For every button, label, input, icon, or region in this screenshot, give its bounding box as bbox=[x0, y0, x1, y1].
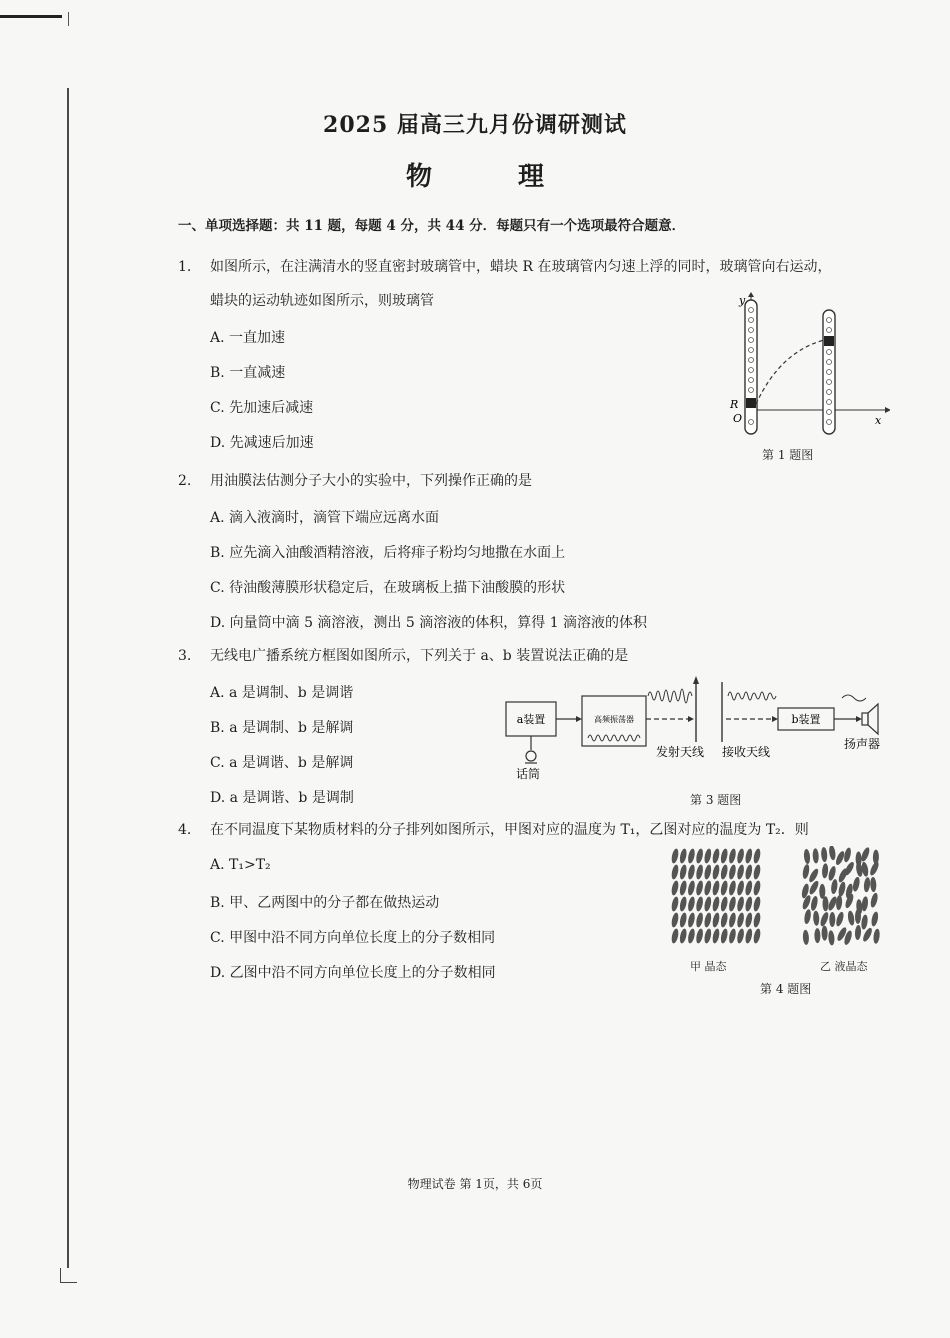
q3-tx-antenna-label: 发射天线 bbox=[655, 745, 705, 759]
q3-figure-caption: 第 3 题图 bbox=[690, 793, 742, 807]
top-edge-bar bbox=[0, 15, 62, 18]
liquid-crystal-molecule bbox=[855, 909, 861, 924]
q1-option-a: A. 一直加速 bbox=[210, 330, 286, 346]
liquid-crystal-molecule bbox=[869, 892, 878, 908]
crystal-molecule bbox=[687, 928, 696, 944]
liquid-crystal-molecule bbox=[854, 925, 861, 940]
crystal-molecule bbox=[712, 928, 721, 944]
crystal-molecule bbox=[728, 896, 737, 912]
crystal-molecule bbox=[703, 896, 712, 912]
crystal-molecule bbox=[720, 912, 729, 928]
liquid-crystal-molecule bbox=[810, 895, 819, 911]
q4-option-c: C. 甲图中沿不同方向单位长度上的分子数相同 bbox=[210, 930, 496, 946]
q2-option-b: B. 应先滴入油酸酒精溶液，后将痱子粉均匀地撒在水面上 bbox=[210, 545, 566, 561]
q1-stem-line2: 蜡块的运动轨迹如图所示，则玻璃管 bbox=[210, 293, 434, 309]
liquid-crystal-molecule bbox=[802, 930, 809, 945]
liquid-crystal-molecule bbox=[812, 848, 819, 863]
liquid-crystal-molecule bbox=[847, 910, 855, 926]
exam-title: 2025 届高三九月份调研测试 bbox=[323, 112, 627, 138]
q4-number: 4. bbox=[178, 822, 192, 838]
q1-option-b: B. 一直减速 bbox=[210, 365, 286, 381]
binding-margin-line bbox=[67, 88, 69, 1268]
q2-option-d: D. 向量筒中滴 5 滴溶液，测出 5 滴溶液的体积，算得 1 滴溶液的体积 bbox=[210, 615, 648, 631]
q2-number: 2. bbox=[178, 473, 192, 489]
crystal-molecule bbox=[695, 928, 704, 944]
crystal-molecule bbox=[671, 848, 680, 864]
q3-option-a: A. a 是调制、b 是调谐 bbox=[210, 685, 354, 701]
crystal-molecule bbox=[753, 880, 762, 896]
q4-option-a: A. T₁>T₂ bbox=[210, 857, 271, 873]
crystal-molecule bbox=[712, 880, 721, 896]
crystal-molecule bbox=[703, 928, 712, 944]
q3-option-b: B. a 是调制、b 是解调 bbox=[210, 720, 354, 736]
liquid-crystal-molecule bbox=[860, 914, 868, 930]
q1-label-y: y bbox=[739, 294, 746, 307]
liquid-crystal-molecule bbox=[808, 880, 820, 896]
crystal-molecule bbox=[744, 896, 753, 912]
q4-liquid-crystal-molecules bbox=[801, 846, 881, 946]
crystal-molecule bbox=[720, 896, 729, 912]
liquid-crystal-molecule bbox=[802, 864, 811, 880]
q3-number: 3. bbox=[178, 648, 192, 664]
crystal-molecule bbox=[712, 912, 721, 928]
crystal-molecule bbox=[736, 864, 745, 880]
crystal-molecule bbox=[687, 848, 696, 864]
crystal-molecule bbox=[671, 864, 680, 880]
q3-audio-wave bbox=[842, 695, 866, 701]
bottom-corner-mark bbox=[60, 1268, 77, 1283]
liquid-crystal-molecule bbox=[873, 928, 881, 944]
q1-trajectory bbox=[756, 340, 824, 404]
q1-label-r: R bbox=[730, 398, 739, 411]
q4-stem: 在不同温度下某物质材料的分子排列如图所示，甲图对应的温度为 T₁，乙图对应的温度为 T₂．则 bbox=[210, 822, 809, 838]
q3-tx-wave bbox=[648, 689, 692, 703]
liquid-crystal-molecule bbox=[828, 930, 835, 945]
speaker-icon bbox=[862, 713, 868, 725]
crystal-molecule bbox=[753, 848, 762, 864]
crystal-molecule bbox=[728, 848, 737, 864]
crystal-molecule bbox=[703, 912, 712, 928]
crystal-molecule bbox=[671, 880, 680, 896]
q3-b-device-label: b装置 bbox=[791, 713, 821, 726]
liquid-crystal-molecule bbox=[819, 911, 830, 927]
section-heading: 一、单项选择题：共 11 题，每题 4 分，共 44 分．每题只有一个选项最符合题意． bbox=[178, 218, 686, 234]
q4-label-left: 甲 晶态 bbox=[690, 960, 727, 973]
liquid-crystal-molecule bbox=[830, 879, 838, 895]
q1-option-c: C. 先加速后减速 bbox=[210, 400, 314, 416]
q2-stem: 用油膜法估测分子大小的实验中，下列操作正确的是 bbox=[210, 473, 532, 489]
liquid-crystal-molecule bbox=[863, 877, 871, 893]
liquid-crystal-molecule bbox=[814, 928, 820, 943]
liquid-crystal-molecule bbox=[821, 847, 828, 862]
liquid-crystal-molecule bbox=[843, 847, 852, 863]
page-footer: 物理试卷 第 1页，共 6页 bbox=[407, 1177, 543, 1191]
crystal-molecule bbox=[687, 864, 696, 880]
q1-wax-block-start bbox=[746, 398, 756, 408]
liquid-crystal-molecule bbox=[837, 881, 846, 897]
top-edge-mark bbox=[68, 12, 69, 26]
q1-option-d: D. 先减速后加速 bbox=[210, 435, 314, 451]
q3-carrier-wave bbox=[588, 735, 640, 741]
q4-option-b: B. 甲、乙两图中的分子都在做热运动 bbox=[210, 895, 440, 911]
crystal-molecule bbox=[703, 880, 712, 896]
q1-figure-caption: 第 1 题图 bbox=[762, 448, 814, 462]
liquid-crystal-molecule bbox=[813, 911, 820, 926]
crystal-molecule bbox=[753, 928, 762, 944]
crystal-molecule bbox=[671, 912, 680, 928]
q1-tube-left bbox=[745, 300, 757, 434]
q2-option-a: A. 滴入液滴时，滴管下端应远离水面 bbox=[210, 510, 440, 526]
crystal-molecule bbox=[736, 912, 745, 928]
q3-microphone-label: 话筒 bbox=[515, 767, 541, 781]
q4-figure bbox=[665, 846, 890, 956]
q1-figure bbox=[725, 292, 890, 437]
crystal-molecule bbox=[679, 928, 688, 944]
liquid-crystal-molecule bbox=[870, 877, 877, 892]
q3-option-c: C. a 是调谐、b 是解调 bbox=[210, 755, 354, 771]
liquid-crystal-molecule bbox=[829, 912, 835, 927]
q3-radio-diagram bbox=[500, 672, 895, 787]
subject-title: 物 理 bbox=[405, 162, 574, 192]
crystal-molecule bbox=[695, 848, 704, 864]
crystal-molecule bbox=[703, 864, 712, 880]
crystal-molecule bbox=[728, 912, 737, 928]
crystal-molecule bbox=[712, 896, 721, 912]
q4-crystal-molecules bbox=[671, 848, 762, 944]
crystal-molecule bbox=[695, 912, 704, 928]
q1-tube-right bbox=[823, 310, 835, 434]
liquid-crystal-molecule bbox=[803, 909, 811, 925]
q4-label-right: 乙 液晶态 bbox=[820, 960, 868, 973]
crystal-molecule bbox=[679, 896, 688, 912]
liquid-crystal-molecule bbox=[821, 926, 827, 941]
liquid-crystal-molecule bbox=[835, 911, 845, 927]
crystal-molecule bbox=[712, 848, 721, 864]
crystal-molecule bbox=[679, 880, 688, 896]
crystal-molecule bbox=[753, 896, 762, 912]
liquid-crystal-molecule bbox=[844, 893, 855, 909]
q3-a-device-label: a装置 bbox=[516, 713, 546, 726]
liquid-crystal-molecule bbox=[807, 867, 819, 883]
liquid-crystal-molecule bbox=[822, 896, 828, 911]
crystal-molecule bbox=[728, 928, 737, 944]
crystal-molecule bbox=[728, 880, 737, 896]
liquid-crystal-molecule bbox=[852, 876, 861, 892]
crystal-molecule bbox=[720, 864, 729, 880]
q3-rx-antenna-label: 接收天线 bbox=[721, 745, 771, 759]
crystal-molecule bbox=[744, 864, 753, 880]
crystal-molecule bbox=[687, 896, 696, 912]
q3-stem: 无线电广播系统方框图如图所示，下列关于 a、b 装置说法正确的是 bbox=[210, 648, 629, 664]
liquid-crystal-molecule bbox=[827, 865, 837, 881]
liquid-crystal-molecule bbox=[822, 863, 829, 878]
liquid-crystal-molecule bbox=[828, 846, 836, 861]
liquid-crystal-molecule bbox=[861, 861, 870, 877]
crystal-molecule bbox=[703, 848, 712, 864]
crystal-molecule bbox=[736, 848, 745, 864]
crystal-molecule bbox=[720, 848, 729, 864]
q1-y-arrow bbox=[748, 292, 754, 297]
crystal-molecule bbox=[720, 880, 729, 896]
crystal-molecule bbox=[744, 880, 753, 896]
crystal-molecule bbox=[671, 928, 680, 944]
q3-rx-wave bbox=[728, 692, 776, 700]
crystal-molecule bbox=[736, 928, 745, 944]
crystal-molecule bbox=[712, 864, 721, 880]
crystal-molecule bbox=[687, 912, 696, 928]
liquid-crystal-molecule bbox=[870, 911, 879, 927]
q4-option-d: D. 乙图中沿不同方向单位长度上的分子数相同 bbox=[210, 965, 496, 981]
q3-oscillator-label: 高频振荡器 bbox=[594, 715, 634, 724]
q1-wax-block-end bbox=[824, 336, 834, 346]
crystal-molecule bbox=[744, 912, 753, 928]
crystal-molecule bbox=[679, 864, 688, 880]
crystal-molecule bbox=[728, 864, 737, 880]
liquid-crystal-molecule bbox=[803, 849, 810, 864]
q1-stem-line1: 如图所示，在注满清水的竖直密封玻璃管中，蜡块 R 在玻璃管内匀速上浮的同时，玻璃管向右运动， bbox=[210, 259, 832, 275]
q1-number: 1. bbox=[178, 259, 192, 275]
q1-x-arrow bbox=[885, 407, 890, 413]
q4-figure-caption: 第 4 题图 bbox=[760, 982, 812, 996]
liquid-crystal-molecule bbox=[836, 895, 843, 910]
q1-label-x: x bbox=[875, 414, 882, 427]
crystal-molecule bbox=[695, 880, 704, 896]
q2-option-c: C. 待油酸薄膜形状稳定后，在玻璃板上描下油酸膜的形状 bbox=[210, 580, 566, 596]
crystal-molecule bbox=[679, 848, 688, 864]
crystal-molecule bbox=[687, 880, 696, 896]
crystal-molecule bbox=[695, 896, 704, 912]
crystal-molecule bbox=[679, 912, 688, 928]
crystal-molecule bbox=[753, 912, 762, 928]
crystal-molecule bbox=[753, 864, 762, 880]
q3-speaker-label: 扬声器 bbox=[843, 737, 881, 751]
q1-label-o: O bbox=[733, 412, 743, 425]
crystal-molecule bbox=[695, 864, 704, 880]
crystal-molecule bbox=[736, 896, 745, 912]
crystal-molecule bbox=[744, 928, 753, 944]
crystal-molecule bbox=[671, 896, 680, 912]
q3-option-d: D. a 是调谐、b 是调制 bbox=[210, 790, 354, 806]
microphone-icon bbox=[526, 751, 536, 761]
liquid-crystal-molecule bbox=[819, 884, 825, 899]
crystal-molecule bbox=[736, 880, 745, 896]
crystal-molecule bbox=[720, 928, 729, 944]
crystal-molecule bbox=[744, 848, 753, 864]
